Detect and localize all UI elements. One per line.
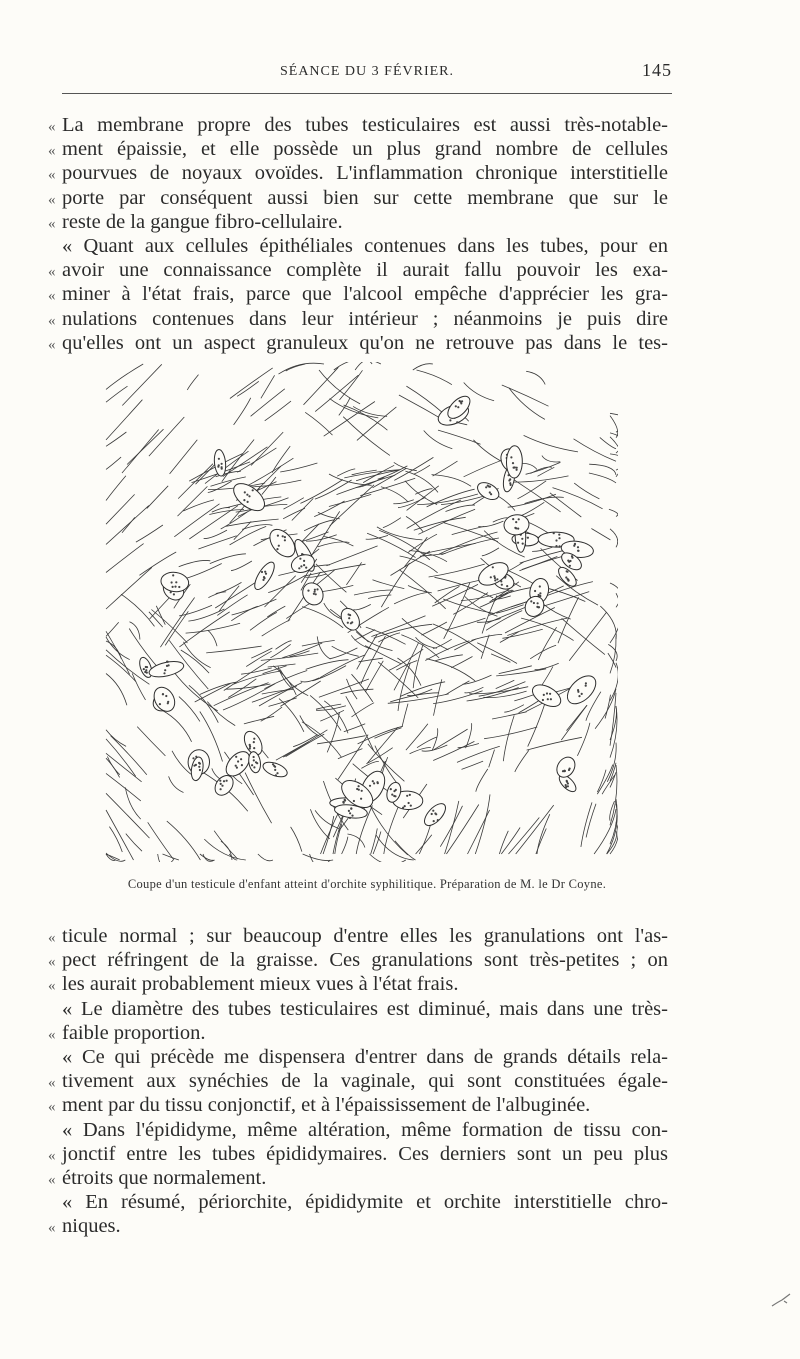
line-text: faible proportion. [62, 1021, 206, 1044]
line-text: les aurait probablement mieux vues à l'état frais. [62, 973, 459, 996]
margin-quote: « [48, 143, 56, 160]
line-text: « Dans l'épididyme, même altération, même formation de tissu con- [62, 1118, 668, 1141]
line-text: « Quant aux cellules épithéliales contenues dans les tubes, pour en [62, 234, 668, 257]
text-line [48, 972, 668, 996]
text-line [48, 1166, 668, 1190]
line-text: niques. [62, 1215, 121, 1238]
margin-quote: « [48, 1147, 56, 1164]
page-number: 145 [642, 60, 672, 80]
margin-quote: « [48, 1099, 56, 1116]
line-text: « Le diamètre des tubes testiculaires est diminué, mais dans une très- [62, 997, 668, 1020]
text-line [48, 1093, 668, 1117]
histology-figure [98, 362, 618, 862]
margin-quote: « [48, 1220, 56, 1237]
text-line [48, 1045, 668, 1069]
margin-quote: « [48, 930, 56, 946]
text-line [48, 210, 668, 234]
line-text: porte par conséquent aussi bien sur cette membrane que sur le [62, 186, 668, 209]
line-text: La membrane propre des tubes testiculaires est aussi très-notable- [62, 114, 668, 136]
text-line [48, 1118, 668, 1142]
line-text: tivement aux synéchies de la vaginale, qui sont constituées égale- [62, 1070, 668, 1093]
line-text: nulations contenues dans leur intérieur ; néanmoins je puis dire [62, 307, 668, 330]
text-line [48, 1069, 668, 1093]
line-text: pect réfringent de la graisse. Ces granulations sont très-petites ; on [62, 949, 668, 972]
margin-quote: « [48, 191, 56, 208]
line-text: reste de la gangue fibro-cellulaire. [62, 210, 343, 233]
margin-quote: « [48, 1026, 56, 1043]
text-line [48, 1214, 668, 1238]
margin-quote: « [48, 1171, 56, 1188]
line-text: avoir une connaissance complète il aurait fallu pouvoir les exa- [62, 259, 668, 282]
text-line [48, 1190, 668, 1214]
text-block-bottom [48, 924, 668, 1238]
running-title: SÉANCE DU 3 FÉVRIER. [279, 64, 454, 79]
line-text: ment par du tissu conjonctif, et à l'épaississement de l'albuginée. [62, 1094, 591, 1117]
text-line [48, 997, 668, 1021]
text-line [48, 137, 668, 161]
text-line [48, 258, 668, 282]
margin-quote: « [48, 312, 56, 329]
line-text: ment épaissie, et elle possède un plus grand nombre de cellules [62, 138, 668, 161]
text-line [48, 1142, 668, 1166]
text-line [48, 331, 668, 355]
margin-quote: « [48, 167, 56, 184]
figure-caption: Coupe d'un testicule d'enfant atteint d'orchite syphilitique. Préparation de M. le Dr Coyne. [127, 877, 607, 891]
line-text: miner à l'état frais, parce que l'alcool empêche d'apprécier les gra- [62, 283, 668, 306]
line-text: pourvues de noyaux ovoïdes. L'inflammation chronique interstitielle [62, 162, 668, 185]
margin-quote: « [48, 336, 56, 353]
margin-mark [770, 1292, 792, 1310]
margin-quote: « [48, 288, 56, 305]
histology-engraving [98, 362, 618, 862]
text-line [48, 948, 668, 972]
text-line [48, 186, 668, 210]
line-text: « Ce qui précède me dispensera d'entrer dans de grands détails rela- [62, 1045, 668, 1068]
page-header [62, 60, 672, 90]
text-line [48, 924, 668, 948]
margin-quote: « [48, 978, 56, 995]
line-text: qu'elles ont un aspect granuleux qu'on ne retrouve pas dans le tes- [62, 331, 668, 354]
margin-quote: « [48, 954, 56, 971]
margin-quote: « [48, 215, 56, 232]
text-line [48, 307, 668, 331]
text-line [48, 113, 668, 137]
text-block-top [48, 113, 668, 355]
margin-quote: « [48, 119, 56, 135]
margin-quote: « [48, 264, 56, 281]
line-text: étroits que normalement. [62, 1166, 267, 1189]
line-text: ticule normal ; sur beaucoup d'entre elles les granulations ont l'as- [62, 925, 668, 947]
text-line [48, 234, 668, 258]
text-line [48, 282, 668, 306]
line-text: « En résumé, périorchite, épididymite et orchite interstitielle chro- [62, 1191, 668, 1214]
header-rule [62, 93, 672, 94]
text-line [48, 161, 668, 185]
margin-quote: « [48, 1075, 56, 1092]
text-line [48, 1021, 668, 1045]
line-text: jonctif entre les tubes épididymaires. Ces derniers sont un peu plus [62, 1142, 668, 1165]
